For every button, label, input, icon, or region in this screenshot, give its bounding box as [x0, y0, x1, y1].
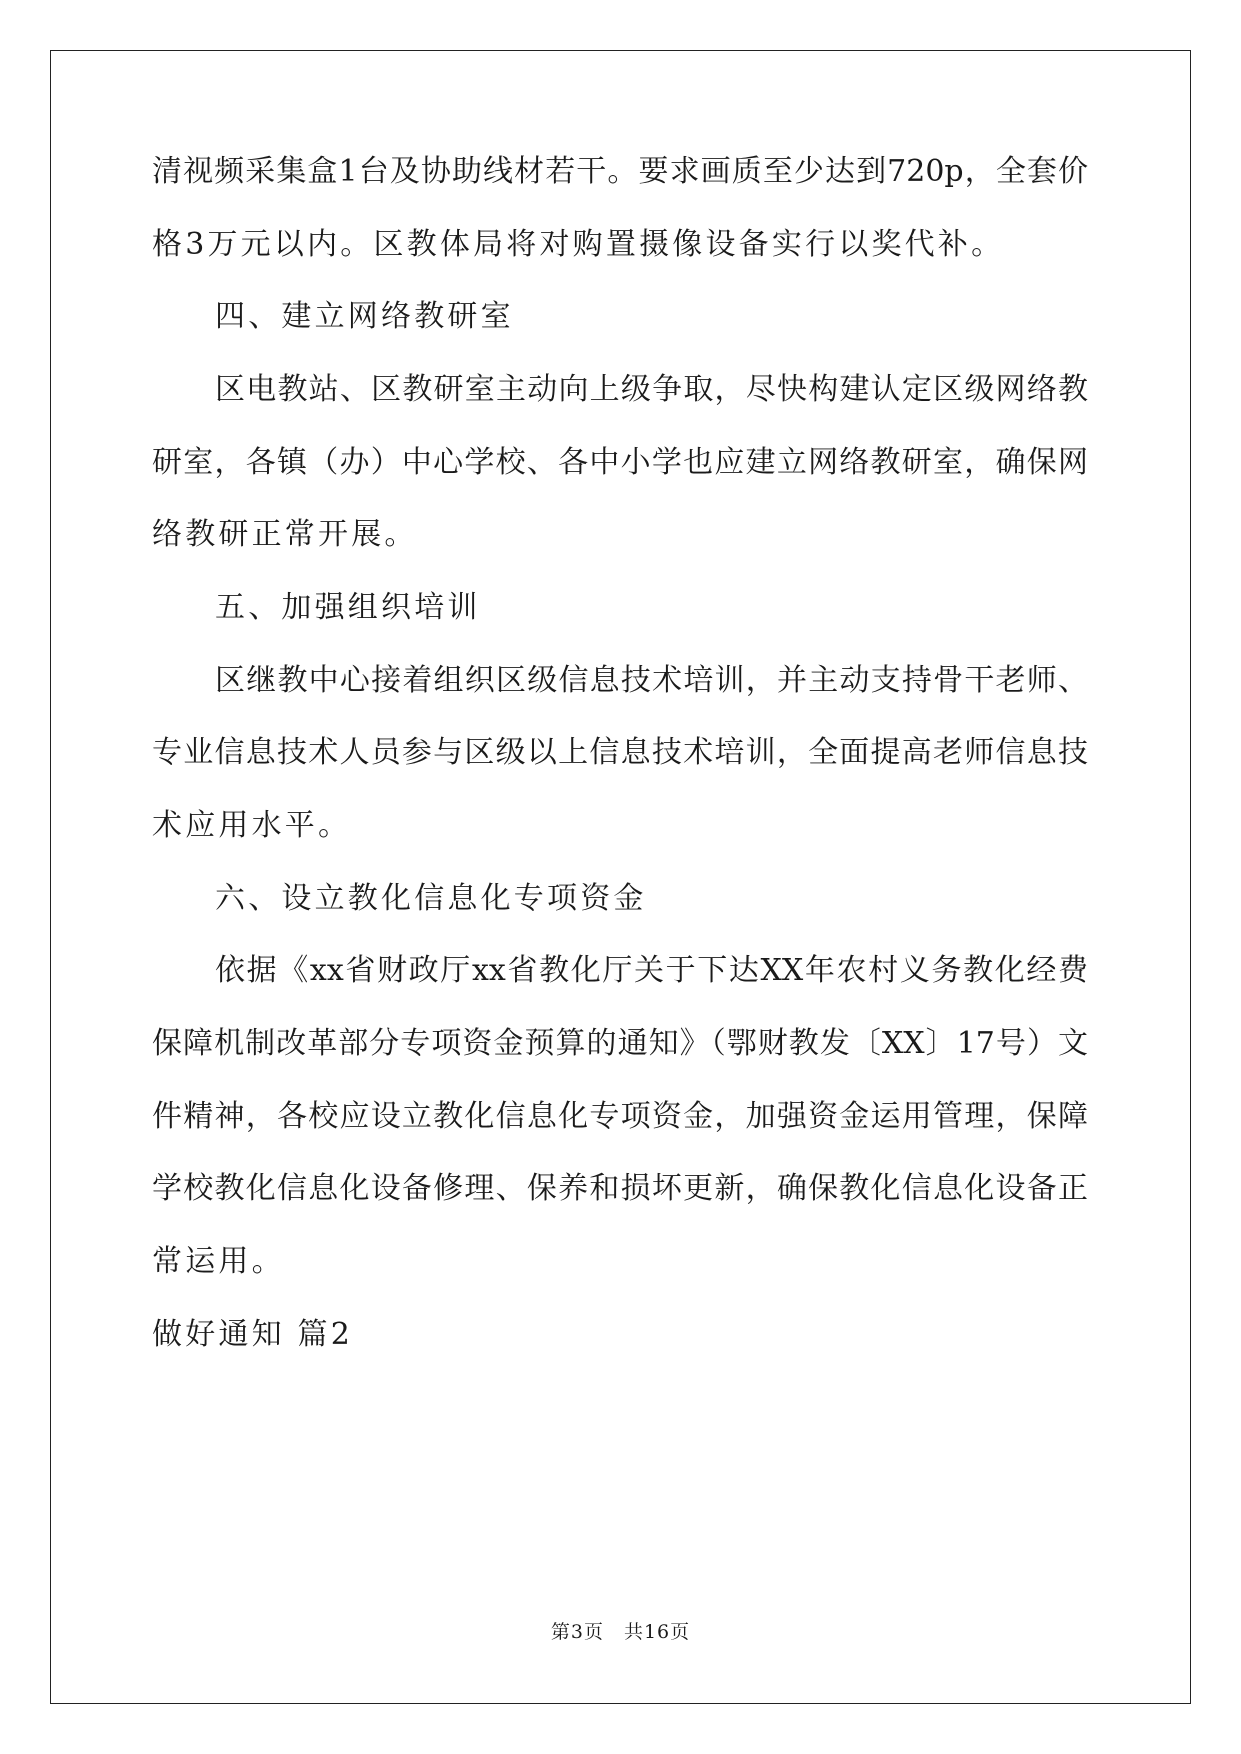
body-text-line: 学校教化信息化设备修理、保养和损坏更新，确保教化信息化设备正 [152, 1171, 1088, 1206]
body-text-line: 区电教站、区教研室主动向上级争取，尽快构建认定区级网络教 [215, 372, 1088, 407]
document-subtitle: 做好通知 篇2 [152, 1317, 354, 1352]
body-text-line: 区继教中心接着组织区级信息技术培训，并主动支持骨干老师、 [215, 663, 1088, 698]
body-text-line: 络教研正常开展。 [152, 517, 418, 552]
body-text-line: 清视频采集盒1台及协助线材若干。要求画质至少达到720p，全套价 [152, 154, 1088, 189]
body-text-line: 依据《xx省财政厅xx省教化厅关于下达XX年农村义务教化经费 [215, 953, 1088, 988]
section-heading-4: 四、建立网络教研室 [215, 299, 514, 334]
body-text-line: 常运用。 [152, 1244, 285, 1279]
body-text-line: 格3万元以内。区教体局将对购置摄像设备实行以奖代补。 [152, 227, 1005, 262]
body-text-line: 术应用水平。 [152, 808, 352, 843]
section-heading-6: 六、设立教化信息化专项资金 [215, 881, 647, 916]
section-heading-5: 五、加强组织培训 [215, 590, 481, 625]
page-number-footer: 第3页 共16页 [550, 1621, 691, 1643]
body-text-line: 研室，各镇（办）中心学校、各中小学也应建立网络教研室，确保网 [152, 445, 1088, 480]
body-text-line: 专业信息技术人员参与区级以上信息技术培训，全面提高老师信息技 [152, 735, 1088, 770]
body-text-line: 件精神，各校应设立教化信息化专项资金，加强资金运用管理，保障 [152, 1099, 1088, 1134]
body-text-line: 保障机制改革部分专项资金预算的通知》（鄂财教发〔XX〕17号）文 [152, 1026, 1088, 1061]
